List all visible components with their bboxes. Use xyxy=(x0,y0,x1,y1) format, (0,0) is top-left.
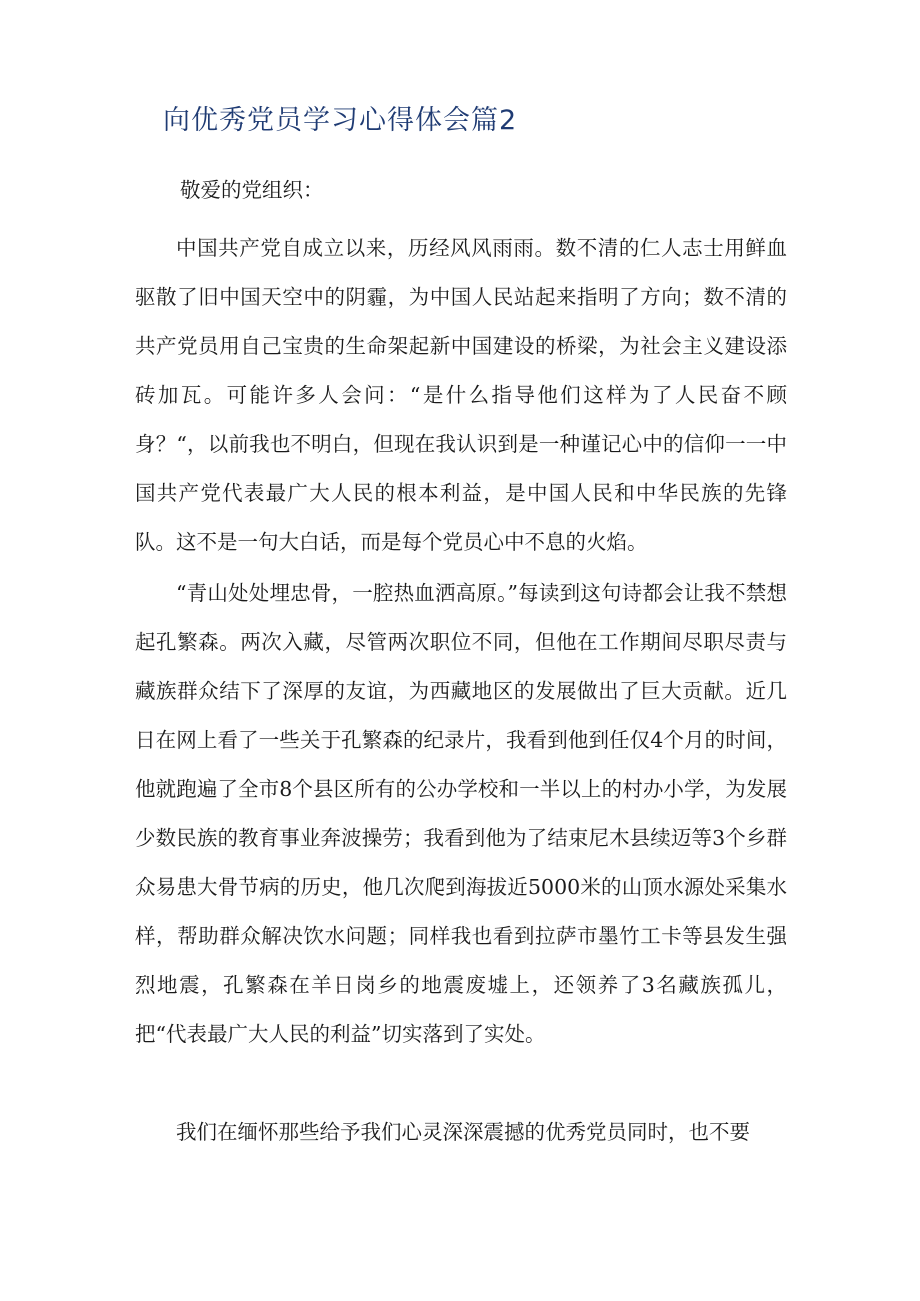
paragraph-3: 我们在缅怀那些给予我们心灵深深震撼的优秀党员同时，也不要 xyxy=(176,1120,750,1144)
paragraph-2: “青山处处埋忠骨，一腔热血洒高原。”每读到这句诗都会让我不禁想起孔繁森。两次入藏，尽管两次职位不同，但他在工作期间尽职尽责与藏族群众结下了深厚的友谊，为西藏地区的发展做出了巨大贡献。近几日在网上看了一些关于孔繁森的纪录片，我看到他到任仅4个月的时间，他就跑遍了全市8个县区所有的公办学校和一半以上的村办小学，为发展少数民族的教育事业奔波操劳；我看到他为了结束尼木县续迈等3个乡群众易患大骨节病的历史，他几次爬到海拔近5000米的山顶水源处采集水样，帮助群众解决饮水问题；同样我也看到拉萨市墨竹工卡等县发生强烈地震，孔繁森在羊日岗乡的地震废墟上，还领养了3名藏族孤儿，把“代表最广大人民的利益”切实落到了实处。 xyxy=(135,581,787,1046)
paragraph-1: 中国共产党自成立以来，历经风风雨雨。数不清的仁人志士用鲜血驱散了旧中国天空中的阴霾，为中国人民站起来指明了方向；数不清的共产党员用自己宝贵的生命架起新中国建设的桥梁，为社会主义建设添砖加瓦。可能许多人会问：“是什么指导他们这样为了人民奋不顾身？“，以前我也不明白，但现在我认识到是一种谨记心中的信仰一一中国共产党代表最广大人民的根本利益，是中国人民和中华民族的先锋队。这不是一句大白话，而是每个党员心中不息的火焰。 xyxy=(135,236,787,554)
document-title: 向优秀党员学习心得体会篇2 xyxy=(163,105,518,136)
salutation: 敬爱的党组织： xyxy=(180,178,324,202)
